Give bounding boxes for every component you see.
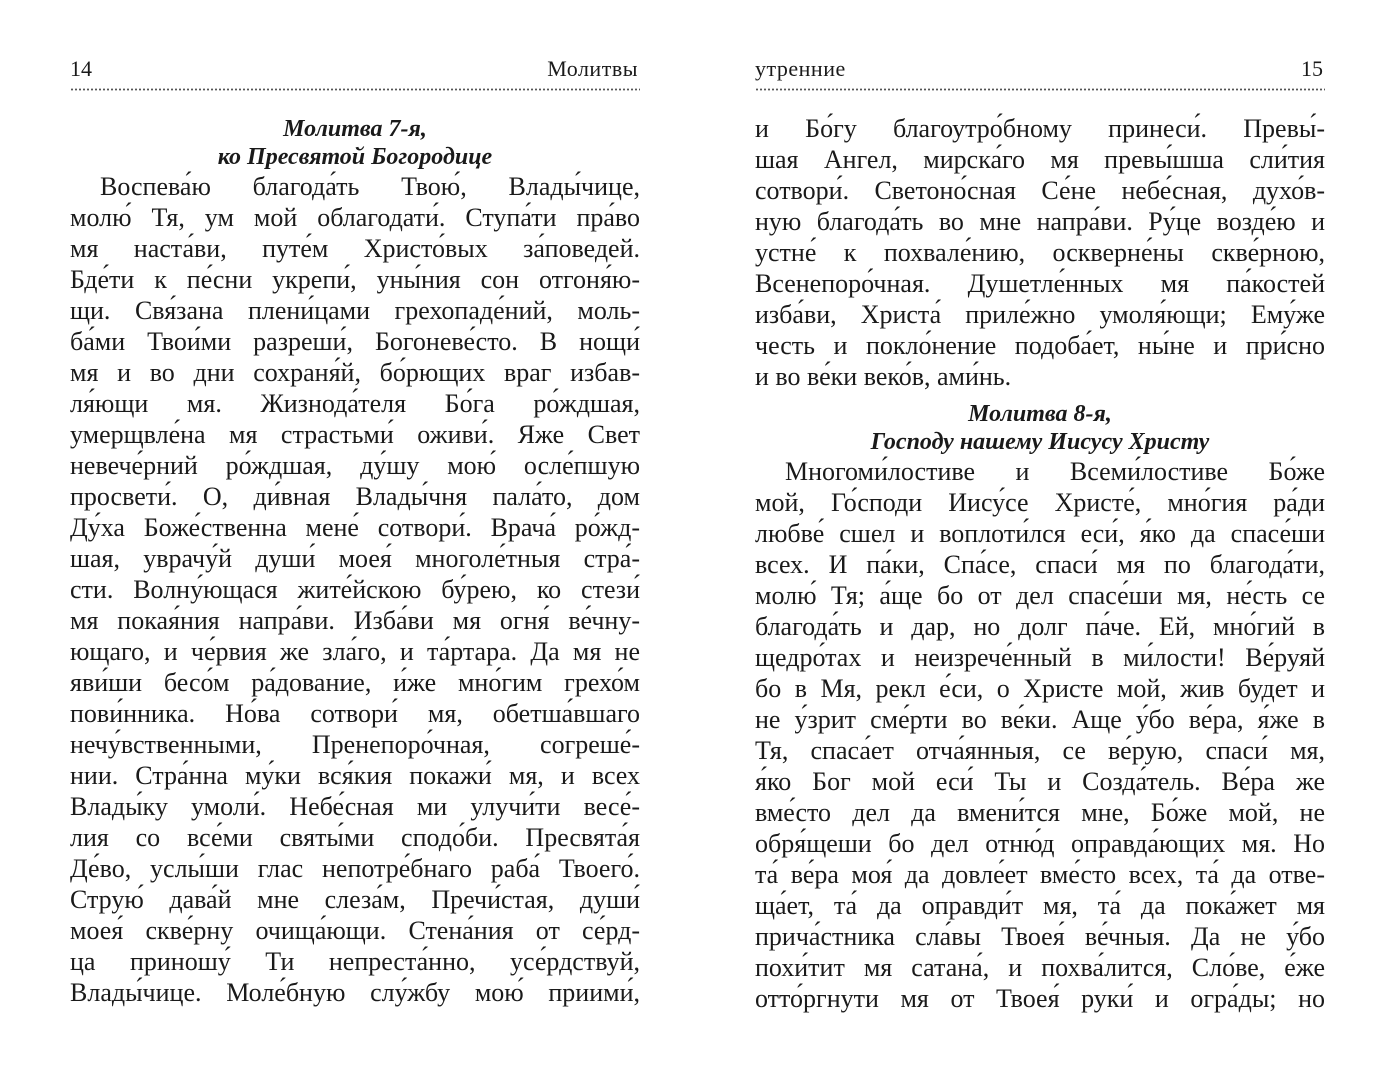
prayer-title-line: ко Пресвятой Богородице (217, 144, 493, 170)
text-line: яви́ши бесо́м ра́дование, и́же мно́гим грехо́м (70, 668, 640, 697)
text-line: невече́рний ро́ждшая, ду́шу мою́ осле́пшую (70, 451, 640, 480)
text-line: щи. Свя́зана плени́цами грехопаде́ний, моль- (70, 296, 640, 325)
text-line: Струю́ дава́й мне слеза́м, Пречи́стая, души́ (70, 885, 640, 914)
right-body-text (755, 113, 1325, 1014)
text-line: мя покая́ния напра́ви. Изба́ви мя огня́ ве́чну- (70, 606, 640, 635)
text-line: и Бо́гу благоутро́бному принеси́. Превы́- (755, 114, 1325, 143)
prayer-title (755, 400, 1325, 456)
text-line: бо в Мя, рекл е́си, о Христе мой, жив будет и (755, 674, 1325, 703)
text-line: мя и во дни сохраня́й, бо́рющих враг избав- (70, 358, 640, 387)
text-line: вме́сто дел да вмени́тся мне, Бо́же мой, не (755, 798, 1325, 827)
text-line: Бде́ти к пе́сни укрепи́, уны́ния сон отгоня́ю- (70, 265, 640, 294)
text-line: всех. И па́ки, Спа́се, спаси́ мя по благода́ти, (755, 550, 1325, 579)
text-line: сотвори́. Светоно́сная Се́не небе́сная, духо́в- (755, 176, 1325, 205)
text-line: я́ко Бог мой еси́ Ты и Созда́тель. Ве́ра же (755, 767, 1325, 796)
text-line: отто́ргнути мя от Твоея́ руки́ и огра́ды; но (755, 984, 1325, 1013)
text-line: лия со все́ми святы́ми сподо́би. Пресвята́я (70, 823, 640, 852)
prayer-title (70, 115, 640, 171)
text-line: Влады́чице. Моле́бную слу́жбу мою́ приими́, (70, 978, 640, 1007)
running-head-title: утренние (755, 56, 846, 81)
text-line: Всенепоро́чная. Душетле́нных мя па́костей (755, 269, 1325, 298)
text-line: Тя, спаса́ет отча́янныя, се ве́рую, спаси́ мя, (755, 736, 1325, 765)
text-line: любве́ сшел и воплоти́лся еси́, я́ко да спасе́ши (755, 519, 1325, 548)
text-line: просвети́. О, ди́вная Влады́чня пала́то, дом (70, 482, 640, 511)
text-line: не у́зрит сме́рти во ве́ки. Аще у́бо ве́ра, я́же в (755, 705, 1325, 734)
text-line: Многоми́лостиве и Всеми́лостиве Бо́же (785, 457, 1325, 486)
text-line: та́ ве́ра моя́ да довле́ет вме́сто всех, та́ да отве- (755, 860, 1325, 889)
text-line: мой, Го́споди Иису́се Христе́, мно́гия ра́ди (755, 488, 1325, 517)
text-line: шая, уврачу́й души́ моея́ многоле́тныя стра́- (70, 544, 640, 573)
text-line: Ду́ха Боже́ственна мене́ сотвори́. Врача́ ро́жд- (70, 513, 640, 542)
text-line: ца приношу́ Ти непреста́нно, усе́рдствуй, (70, 947, 640, 976)
text-line: изба́ви, Христа́ приле́жно умоля́ющи; Ему́же (755, 300, 1325, 329)
text-line: мя наста́ви, путе́м Христо́вых за́поведей. (70, 234, 640, 263)
text-line: моея́ скве́рну очища́ющи. Стена́ния от се́рд- (70, 916, 640, 945)
page-number: 14 (70, 56, 92, 81)
running-head-title: Молитвы (547, 56, 638, 81)
text-line: щедро́тах и неизрече́нный в ми́лости! Ве́руяй (755, 643, 1325, 672)
paragraph (755, 113, 1325, 392)
paragraph (70, 171, 640, 1008)
text-line: Де́во, услы́ши глас непотре́бнаго раба́ Твоего́. (70, 854, 640, 883)
dotted-rule (70, 88, 640, 94)
text-line: ную благода́ть во мне напра́ви. Ру́це возде́ю и (755, 207, 1325, 236)
text-line: ля́ющи мя. Жизнода́теля Бо́га ро́ждшая, (70, 389, 640, 418)
text-line: молю́ Тя, ум мой облагодати́. Ступа́ти пра́во (70, 203, 640, 232)
text-line: и во ве́ки веко́в, ами́нь. (755, 362, 1012, 391)
left-body-text (70, 115, 640, 1008)
text-line: похи́тит мя сатана́, и похва́лится, Сло́ве, е́же (755, 953, 1325, 982)
text-line: шая Ангел, мирска́го мя превы́шша сли́тия (755, 145, 1325, 174)
text-line: ща́ет, та́ да оправди́т мя, та́ да пока́жет мя (755, 891, 1325, 920)
text-line: честь и покло́нение подоба́ет, ны́не и при́сно (755, 331, 1325, 360)
text-line: молю́ Тя; а́ще бо от дел спасе́ши мя, не́сть се (755, 581, 1325, 610)
prayer-title-line: Господу нашему Иисусу Христу (870, 429, 1210, 455)
text-line: нечу́вственными, Пренепоро́чная, согреше́- (70, 730, 640, 759)
text-line: пови́нника. Но́ва сотвори́ мя, обетша́вшаго (70, 699, 640, 728)
text-line: благода́ть и дар, но долг па́че. Ей, мно́гий в (755, 612, 1325, 641)
text-line: Воспева́ю благода́ть Твою́, Влады́чице, (100, 172, 640, 201)
left-running-head (70, 56, 640, 84)
text-line: устне́ к похвале́нию, оскверне́ны скве́рною, (755, 238, 1325, 267)
text-line: сти. Волну́ющася жите́йскою бу́рею, ко стези́ (70, 575, 640, 604)
page-number: 15 (1301, 56, 1323, 81)
text-line: ющаго, и че́рвия же зла́го, и та́ртара. Да мя не (70, 637, 640, 666)
text-line: ба́ми Твои́ми разреши́, Богоневе́сто. В нощи́ (70, 327, 640, 356)
right-running-head (755, 56, 1325, 84)
paragraph (755, 456, 1325, 1014)
dotted-rule (755, 88, 1325, 94)
text-line: обря́щеши бо дел отню́д оправда́ющих мя. Но (755, 829, 1325, 858)
text-line: прича́стника сла́вы Твоея́ ве́чныя. Да не у́бо (755, 922, 1325, 951)
prayer-title-line: Молитва 8-я, (968, 401, 1112, 427)
text-line: умерщвле́на мя страстьми́ оживи́. Яже Свет (70, 420, 640, 449)
prayer-title-line: Молитва 7-я, (283, 116, 427, 142)
text-line: нии. Стра́нна му́ки вся́кия покажи́ мя, и всех (70, 761, 640, 790)
text-line: Влады́ку умоли́. Небе́сная ми улучи́ти весе́- (70, 792, 640, 821)
